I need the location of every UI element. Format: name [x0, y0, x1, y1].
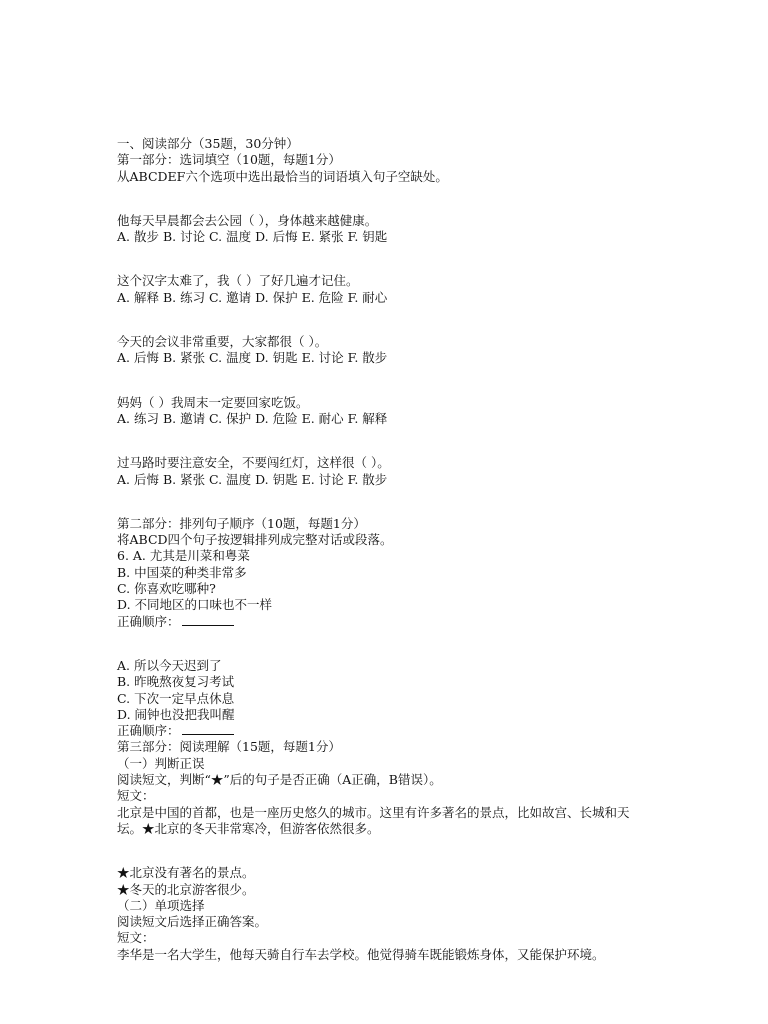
- part1-title: 第一部分：选词填空（10题，每题1分）: [117, 152, 341, 168]
- answer-blank[interactable]: [182, 723, 234, 735]
- order-sentence: D. 闹钟也没把我叫醒: [117, 706, 235, 722]
- order-sentence: B. 中国菜的种类非常多: [117, 564, 247, 580]
- question-options: A. 后悔 B. 紧张 C. 温度 D. 钥匙 E. 讨论 F. 散步: [117, 350, 388, 366]
- order-sentence: B. 昨晚熬夜复习考试: [117, 674, 235, 690]
- question-sentence: 妈妈（ ）我周末一定要回家吃饭。: [117, 394, 309, 410]
- answer-label: 正确顺序：: [117, 613, 180, 629]
- question-sentence: 这个汉字太难了，我（ ）了好几遍才记住。: [117, 273, 359, 289]
- passage-label: 短文：: [117, 930, 155, 946]
- answer-line: [117, 614, 652, 630]
- section-title: 一、阅读部分（35题，30分钟）: [117, 136, 299, 151]
- part3-title: 第三部分：阅读理解（15题，每题1分）: [117, 739, 341, 755]
- question-options: A. 后悔 B. 紧张 C. 温度 D. 钥匙 E. 讨论 F. 散步: [117, 471, 388, 487]
- passage-text: 李华是一名大学生，他每天骑自行车去学校。他觉得骑车既能锻炼身体，又能保护环境。: [117, 946, 605, 962]
- part1-instruction: 从ABCDEF六个选项中选出最恰当的词语填入句子空缺处。: [117, 168, 448, 184]
- sub1-title: （一）判断正误: [117, 755, 205, 771]
- question-options: A. 练习 B. 邀请 C. 保护 D. 危险 E. 耐心 F. 解释: [117, 410, 388, 426]
- passage-text: 北京是中国的首都，也是一座历史悠久的城市。这里有许多著名的景点，比如故宫、长城和天坛。★北京的冬天非常寒冷，但游客依然很多。: [117, 804, 630, 836]
- answer-blank[interactable]: [182, 614, 234, 626]
- sub1-instruction: 阅读短文，判断“★”后的句子是否正确（A正确，B错误）。: [117, 772, 442, 788]
- order-sentence: C. 下次一定早点休息: [117, 690, 235, 706]
- answer-line: [117, 723, 652, 739]
- sub2-instruction: 阅读短文后选择正确答案。: [117, 914, 268, 930]
- part2-title: 第二部分：排列句子顺序（10题，每题1分）: [117, 515, 366, 531]
- statement: ★北京没有著名的景点。: [117, 865, 255, 881]
- part2-instruction: 将ABCD四个句子按逻辑排列成完整对话或段落。: [117, 532, 393, 548]
- question-sentence: 他每天早晨都会去公园（ ），身体越来越健康。: [117, 212, 378, 228]
- question-options: A. 散步 B. 讨论 C. 温度 D. 后悔 E. 紧张 F. 钥匙: [117, 229, 388, 245]
- order-sentence: D. 不同地区的口味也不一样: [117, 597, 273, 613]
- answer-label: 正确顺序：: [117, 723, 180, 739]
- question-options: A. 解释 B. 练习 C. 邀请 D. 保护 E. 危险 F. 耐心: [117, 289, 388, 305]
- sub2-title: （二）单项选择: [117, 897, 205, 913]
- order-sentence: 6. A. 尤其是川菜和粤菜: [117, 548, 250, 564]
- statement: ★冬天的北京游客很少。: [117, 881, 255, 897]
- passage-label: 短文：: [117, 788, 155, 804]
- question-sentence: 今天的会议非常重要，大家都很（ ）。: [117, 334, 328, 350]
- order-sentence: A. 所以今天迟到了: [117, 657, 222, 673]
- order-sentence: C. 你喜欢吃哪种?: [117, 581, 216, 597]
- question-sentence: 过马路时要注意安全，不要闯红灯，这样很（ ）。: [117, 455, 390, 471]
- document-content: [117, 136, 652, 963]
